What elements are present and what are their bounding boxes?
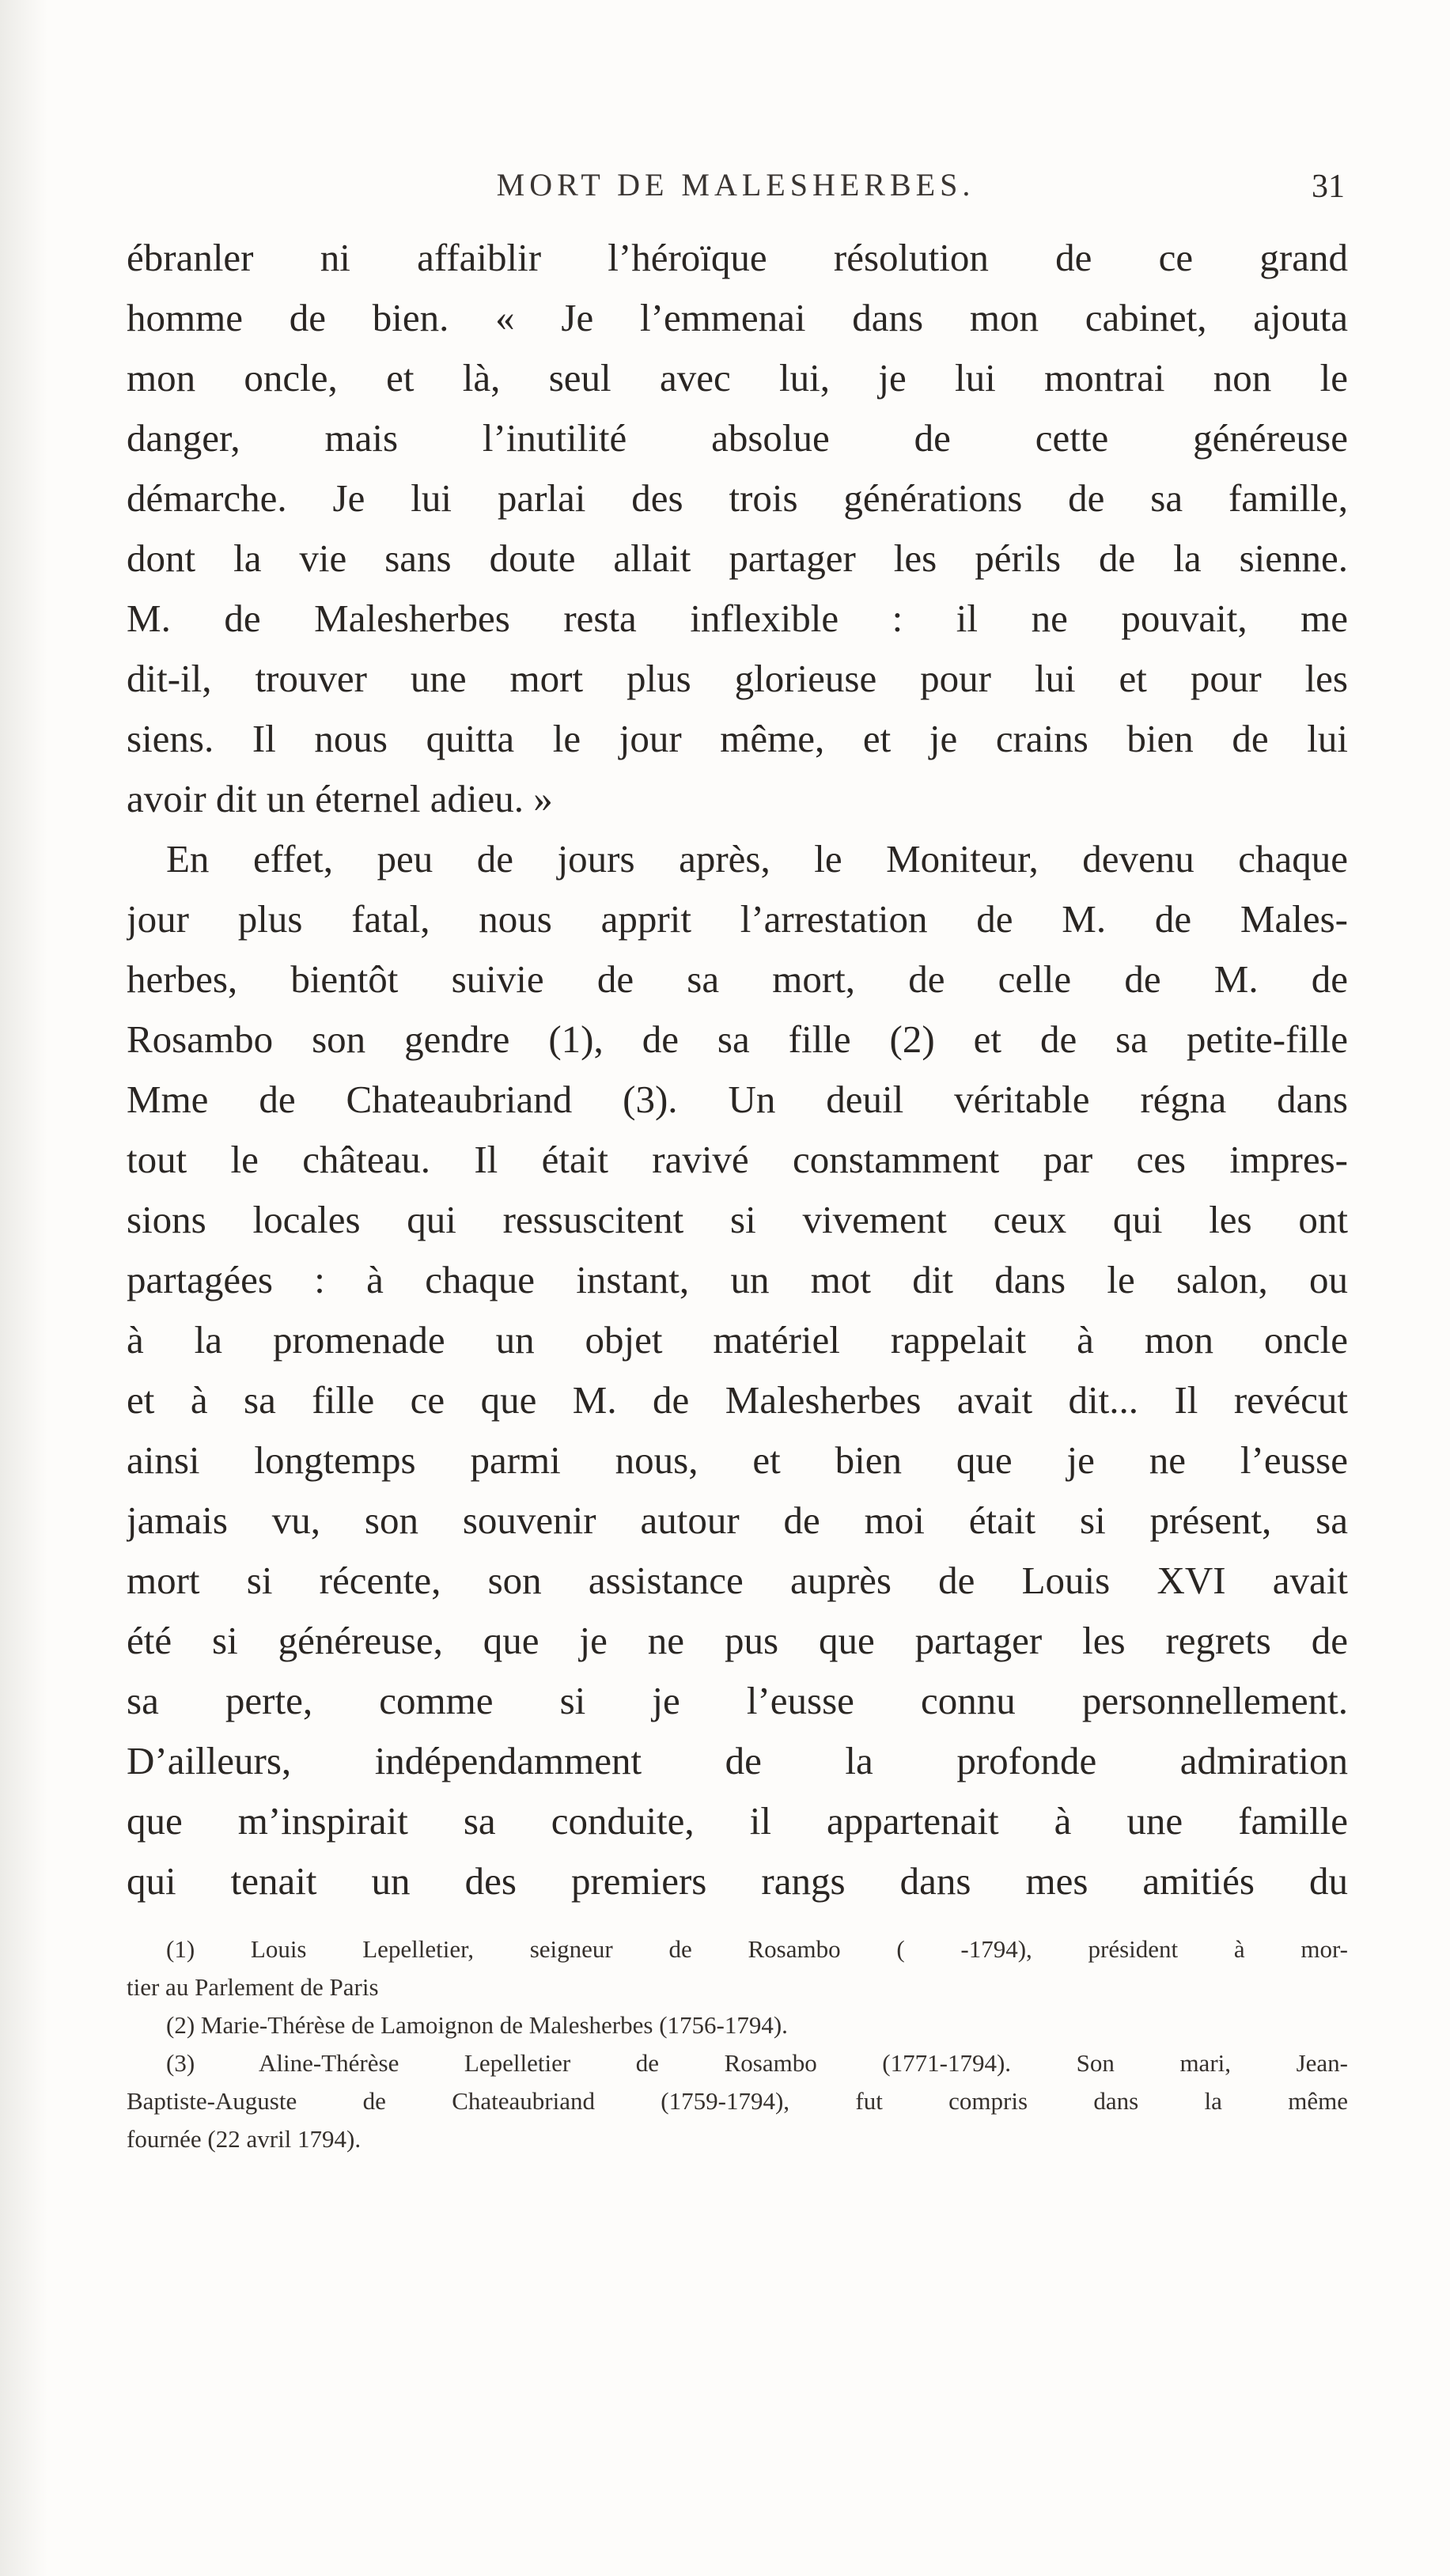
text-line: Mme de Chateaubriand (3). Un deuil véritable régna dans [127, 1078, 1348, 1121]
text-line: jour plus fatal, nous apprit l’arrestation de M. de Males- [127, 897, 1348, 941]
text-line: partagées : à chaque instant, un mot dit dans le salon, ou [127, 1258, 1348, 1301]
text-line: Rosambo son gendre (1), de sa fille (2) et de sa petite-fille [127, 1017, 1348, 1061]
footnote-1-line-1: (1) Louis Lepelletier, seigneur de Rosambo ( -1794), président à mor- [166, 1935, 1348, 1963]
text-line: siens. Il nous quitta le jour même, et je crains bien de lui [127, 717, 1348, 760]
footnote-3-line-3: fournée (22 avril 1794). [127, 2125, 362, 2153]
footnotes [127, 1930, 1348, 2158]
footnote-2: (2) Marie-Thérèse de Lamoignon de Malesherbes (1756-1794). [166, 2011, 788, 2039]
text-line: danger, mais l’inutilité absolue de cette généreuse [127, 416, 1348, 460]
body-text [127, 228, 1348, 1911]
footnote-3-line-1: (3) Aline-Thérèse Lepelletier de Rosambo (1771-1794). Son mari, Jean- [166, 2049, 1348, 2077]
page-edge-shadow [0, 0, 47, 2576]
text-line: D’ailleurs, indépendamment de la profonde admiration [127, 1739, 1348, 1782]
text-line: été si généreuse, que je ne pus que partager les regrets de [127, 1619, 1348, 1662]
text-line: sions locales qui ressuscitent si vivement ceux qui les ont [127, 1198, 1348, 1241]
text-line: herbes, bientôt suivie de sa mort, de celle de M. de [127, 957, 1348, 1001]
text-line: mort si récente, son assistance auprès de Louis XVI avait [127, 1559, 1348, 1602]
text-line: dit-il, trouver une mort plus glorieuse pour lui et pour les [127, 657, 1348, 700]
text-line: tout le château. Il était ravivé constamment par ces impres- [127, 1138, 1348, 1181]
text-line: que m’inspirait sa conduite, il appartenait à une famille [127, 1799, 1348, 1843]
footnote-3-line-2: Baptiste-Auguste de Chateaubriand (1759-1794), fut compris dans la même [127, 2087, 1348, 2115]
text-line: homme de bien. « Je l’emmenai dans mon cabinet, ajouta [127, 296, 1348, 339]
text-line: ainsi longtemps parmi nous, et bien que je ne l’eusse [127, 1438, 1348, 1482]
text-line: à la promenade un objet matériel rappelait à mon oncle [127, 1318, 1348, 1362]
text-line: sa perte, comme si je l’eusse connu personnellement. [127, 1679, 1348, 1722]
text-line: dont la vie sans doute allait partager les périls de la sienne. [127, 536, 1348, 580]
text-line: jamais vu, son souvenir autour de moi était si présent, sa [127, 1498, 1348, 1542]
paragraph-end-line: avoir dit un éternel adieu. » [127, 777, 553, 820]
text-line: qui tenait un des premiers rangs dans mes amitiés du [127, 1859, 1348, 1903]
running-title: MORT DE MALESHERBES. [496, 167, 975, 203]
text-line: M. de Malesherbes resta inflexible : il ne pouvait, me [127, 597, 1348, 640]
footnote-1-line-2: tier au Parlement de Paris [127, 1973, 379, 2001]
text-line: démarche. Je lui parlai des trois générations de sa famille, [127, 476, 1348, 520]
text-line: ébranler ni affaiblir l’héroïque résolution de ce grand [127, 236, 1348, 279]
text-line: mon oncle, et là, seul avec lui, je lui montrai non le [127, 356, 1348, 400]
paragraph-start-line: En effet, peu de jours après, le Moniteur, devenu chaque [166, 837, 1348, 881]
text-line: et à sa fille ce que M. de Malesherbes avait dit... Il revécut [127, 1378, 1348, 1422]
page-number: 31 [1312, 169, 1345, 205]
page-header [127, 166, 1345, 214]
